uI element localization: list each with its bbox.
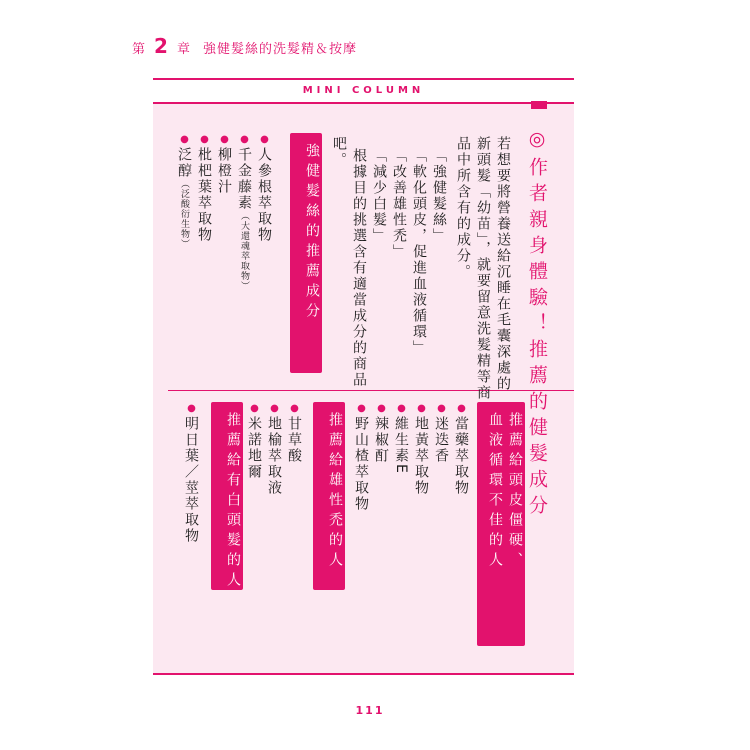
white-hair-item-1: [183, 403, 199, 544]
item-name: 枇杷葉萃取物: [196, 147, 212, 243]
intro-purpose-3: 「改善雄性禿」: [391, 148, 407, 260]
bullet-dot: ●: [376, 403, 387, 416]
circulation-item-5: [373, 403, 389, 464]
item-name: 野山楂萃取物: [353, 416, 369, 512]
baldness-item-1: [286, 403, 302, 464]
item-note: （大還魂萃取物）: [239, 211, 249, 291]
circulation-item-2: [433, 403, 449, 464]
item-name: 甘草酸: [286, 416, 302, 464]
mini-column-title: MINI COLUMN: [153, 80, 574, 104]
item-name: 米諾地爾: [246, 416, 262, 480]
bullet-dot: ●: [239, 134, 250, 147]
bullet-dot: ●: [456, 403, 467, 416]
intro-purpose-1: 「強健髮絲」: [431, 148, 447, 244]
strong-hair-item-2: [236, 134, 252, 291]
intro-line-2: 新頭髮「幼苗」，就要留意洗髮精等商: [475, 136, 491, 401]
strong-hair-label: 強健髮絲的推薦成分: [290, 133, 322, 373]
item-name: 柳橙汁: [216, 147, 232, 195]
item-name: 千金藤素: [236, 147, 252, 211]
item-name: 泛醇: [176, 147, 192, 179]
section-divider: [168, 390, 574, 391]
strong-hair-item-1: [256, 134, 272, 243]
bullet-dot: ●: [259, 134, 270, 147]
item-name: 地榆萃取液: [266, 416, 282, 496]
bullet-dot: ●: [436, 403, 447, 416]
chapter-title: 強健髮絲的洗髮精＆按摩: [202, 42, 357, 57]
circulation-label: [477, 402, 525, 646]
item-name: 辣椒酊: [373, 416, 389, 464]
item-name: 地黃萃取物: [413, 416, 429, 496]
bullet-dot: ●: [186, 403, 197, 416]
item-name: 當藥萃取物: [453, 416, 469, 496]
intro-purpose-2: 「軟化頭皮，促進血液循環」: [411, 148, 427, 356]
strong-hair-item-3: [216, 134, 232, 195]
page-number: 111: [355, 704, 385, 717]
baldness-item-3: [246, 403, 262, 480]
bullet-dot: ●: [269, 403, 280, 416]
intro-line-1: 若想要將營養送給沉睡在毛囊深處的: [495, 136, 511, 392]
circulation-item-4: [393, 403, 409, 475]
corner-tab-decoration: [531, 101, 547, 109]
circulation-label-line-1: 推薦給頭皮僵硬、: [507, 412, 523, 572]
chapter-prefix: 第: [132, 42, 147, 57]
item-name: 明日葉／莖萃取物: [183, 416, 199, 544]
chapter-header: [132, 34, 357, 58]
item-name: 人參根萃取物: [256, 147, 272, 243]
circulation-item-1: [453, 403, 469, 496]
chapter-number: 2: [154, 34, 169, 58]
strong-hair-item-5: [176, 134, 192, 249]
bullet-dot: ●: [199, 134, 210, 147]
circulation-label-line-2: 血液循環不佳的人: [487, 412, 503, 572]
circulation-item-6: [353, 403, 369, 512]
baldness-label: 推薦給雄性禿的人: [313, 402, 345, 590]
bullet-dot: ●: [396, 403, 407, 416]
intro-line-3: 品中所含有的成分。: [455, 136, 471, 280]
circulation-item-3: [413, 403, 429, 496]
bullet-dot: ●: [249, 403, 260, 416]
bullet-dot: ●: [179, 134, 190, 147]
bullet-dot: ●: [416, 403, 427, 416]
white-hair-label: 推薦給有白頭髮的人: [211, 402, 243, 590]
strong-hair-item-4: [196, 134, 212, 243]
item-name: 迷迭香: [433, 416, 449, 464]
intro-line-closing: 根據目的挑選含有適當成分的商品: [351, 148, 367, 388]
item-note: （泛酸衍生物）: [179, 179, 189, 249]
intro-purpose-4: 「減少白髮」: [371, 148, 387, 244]
intro-line-end: 吧。: [331, 136, 347, 168]
chapter-suffix: 章: [176, 42, 191, 57]
item-name: 維生素E: [393, 416, 409, 475]
bullet-dot: ●: [219, 134, 230, 147]
bullet-dot: ●: [356, 403, 367, 416]
column-heading: ◎作者親身體驗！推薦的健髮成分: [526, 128, 548, 521]
baldness-item-2: [266, 403, 282, 496]
bullet-dot: ●: [289, 403, 300, 416]
